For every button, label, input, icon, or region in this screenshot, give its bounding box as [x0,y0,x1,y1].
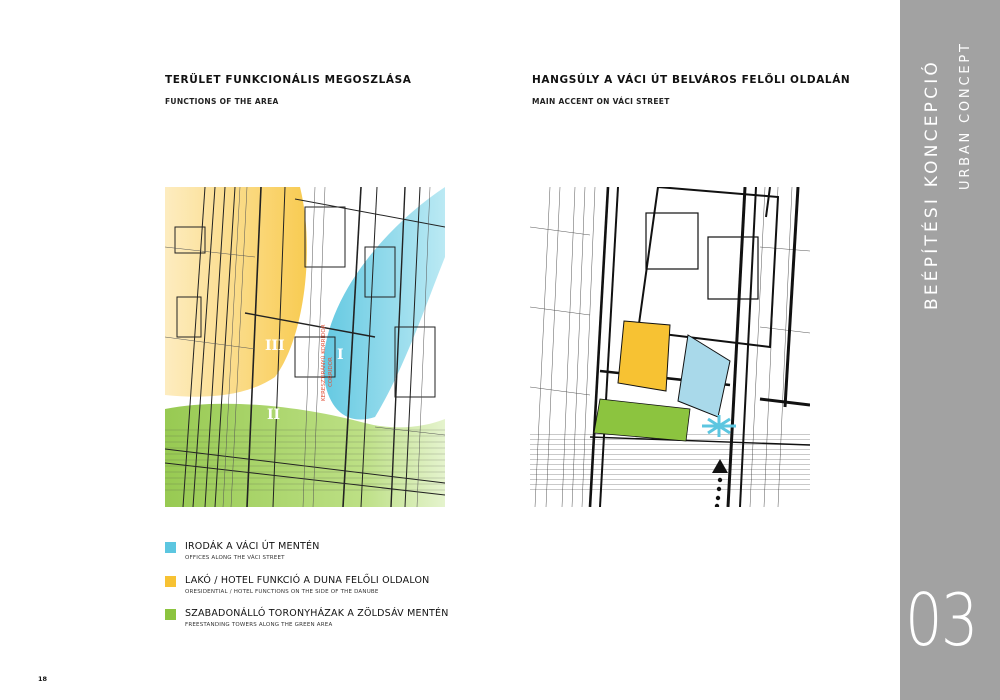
legend-sublabel: ORESIDENTIAL / HOTEL FUNCTIONS ON THE SIDE OF THE DANUBE [185,589,379,595]
office-zone [323,187,445,420]
office-block [678,335,730,417]
functions-map [165,187,445,507]
corridor-label: KERESZTIRÁNYÚ KORRIDOR [321,324,327,401]
chapter-number: 03 [905,578,977,662]
legend-sublabel: FREESTANDING TOWERS ALONG THE GREEN AREA [185,622,333,628]
page-number: 18 [38,675,48,683]
chapter-title-hu: BEÉPÍTÉSI KONCEPCIÓ [922,59,942,310]
left-panel-title: TERÜLET FUNKCIONÁLIS MEGOSZLÁSA [165,74,412,86]
legend-swatch-green [165,609,176,620]
zone-label-III: III [265,338,285,354]
chapter-title-en: URBAN CONCEPT [958,41,973,190]
zone-label-II: II [267,407,281,423]
legend-label: IRODÁK A VÁCI ÚT MENTÉN [185,541,320,552]
right-panel-title: HANGSÚLY A VÁCI ÚT BELVÁROS FELŐLI OLDALÁN [532,74,851,86]
zone-label-I: I [337,347,344,363]
legend-label: LAKÓ / HOTEL FUNKCIÓ A DUNA FELŐLI OLDALON [185,575,430,586]
right-panel-subtitle: MAIN ACCENT ON VÁCI STREET [532,97,670,106]
legend-label: SZABADONÁLLÓ TORONYHÁZAK A ZÖLDSÁV MENTÉN [185,608,449,619]
residential-zone [165,187,307,397]
legend-swatch-blue [165,542,176,553]
left-panel-subtitle: FUNCTIONS OF THE AREA [165,97,279,106]
accent-map [530,187,810,507]
hotel-block [618,321,670,391]
legend-sublabel: OFFICES ALONG THE VÁCI STREET [185,555,285,561]
legend-swatch-yellow [165,576,176,587]
corridor-sublabel: CORRIDOR [328,357,334,387]
